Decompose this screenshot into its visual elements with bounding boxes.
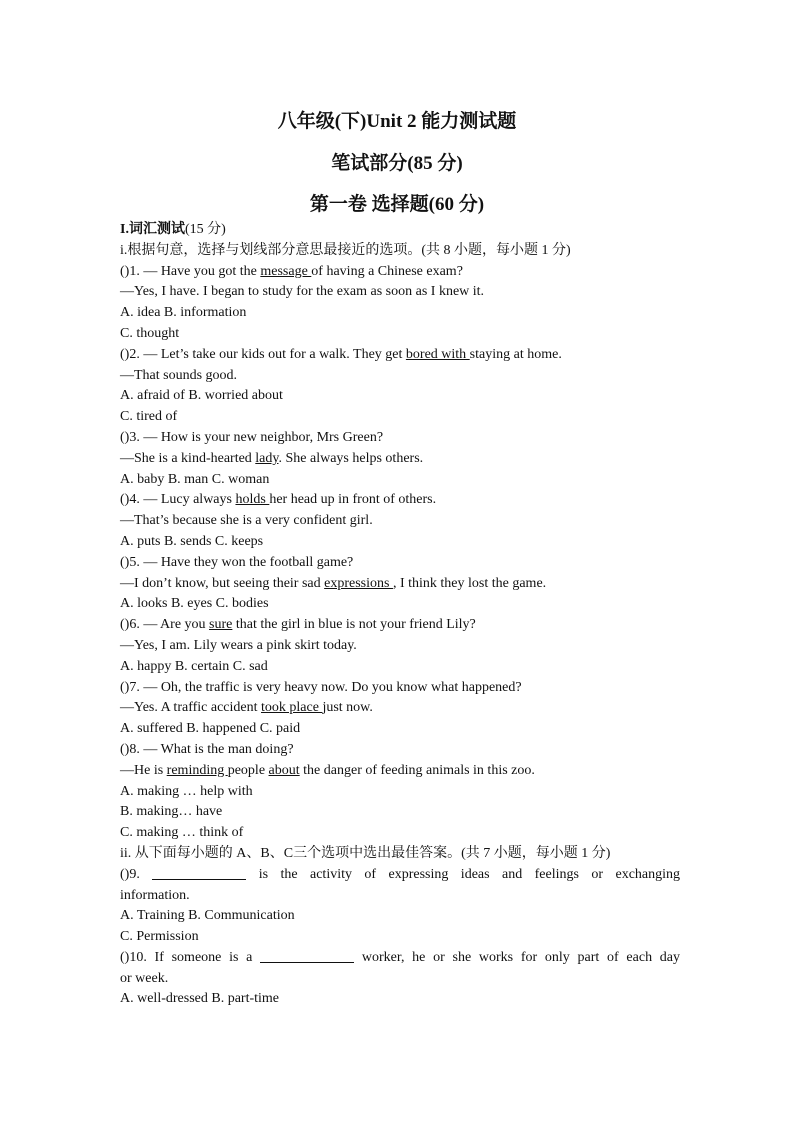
question-2-reply: —That sounds good. [120, 367, 238, 383]
instruction-i: i.根据句意，选择与划线部分意思最接近的选项。(共 8 小题，每小题 1 分) [120, 242, 571, 258]
question-3-options: A. baby B. man C. woman [120, 471, 270, 487]
question-9-options-ab: A. Training B. Communication [120, 908, 295, 924]
question-4: ()4. — Lucy always holds her head up in front of others. [120, 492, 437, 508]
question-3: ()3. — How is your new neighbor, Mrs Green? [120, 429, 384, 445]
question-8-option-c: C. making … think of [120, 825, 244, 841]
question-6-reply: —Yes, I am. Lily wears a pink skirt today. [120, 637, 357, 653]
question-10-options-ab: A. well-dressed B. part-time [120, 991, 280, 1007]
question-1: ()1. — Have you got the message of having a Chinese exam? [120, 263, 463, 279]
question-4-options: A. puts B. sends C. keeps [120, 533, 264, 549]
question-5-options: A. looks B. eyes C. bodies [120, 596, 269, 612]
question-6-options: A. happy B. certain C. sad [120, 658, 268, 674]
question-6: ()6. — Are you sure that the girl in blue is not your friend Lily? [120, 617, 476, 633]
document-title: 八年级(下)Unit 2 能力测试题 [277, 111, 517, 132]
question-9-continuation: information. [120, 887, 190, 903]
question-8-option-b: B. making… have [120, 804, 223, 820]
question-2: ()2. — Let’s take our kids out for a walk. They get bored with staying at home. [120, 346, 562, 362]
question-2-option-c: C. tired of [120, 409, 178, 425]
question-7-reply: —Yes. A traffic accident took place just now. [120, 700, 373, 716]
question-8-reply: —He is reminding people about the danger of feeding animals in this zoo. [120, 762, 535, 778]
question-2-options-ab: A. afraid of B. worried about [120, 388, 283, 404]
question-9: ()9. is the activity of expressing ideas and feelings or exchanging [120, 866, 680, 882]
question-1-reply: —Yes, I have. I began to study for the exam as soon as I knew it. [120, 284, 485, 300]
section-heading: I.词汇测试(15 分) [120, 222, 226, 237]
question-10: ()10. If someone is a worker, he or she works for only part of each day [120, 949, 680, 965]
question-9-option-c: C. Permission [120, 929, 199, 945]
question-1-options-ab: A. idea B. information [120, 305, 247, 321]
question-5-reply: —I don’t know, but seeing their sad expressions , I think they lost the game. [120, 575, 547, 591]
question-1-option-c: C. thought [120, 325, 180, 341]
answer-blank [152, 865, 246, 880]
question-10-continuation: or week. [120, 970, 169, 986]
question-4-reply: —That’s because she is a very confident girl. [120, 513, 373, 529]
question-8-option-a: A. making … help with [120, 783, 253, 799]
question-7: ()7. — Oh, the traffic is very heavy now. Do you know what happened? [120, 679, 522, 695]
question-body [120, 220, 680, 1010]
volume-title: 第一卷 选择题(60 分) [309, 194, 485, 215]
question-7-options: A. suffered B. happened C. paid [120, 721, 301, 737]
instruction-ii: ii. 从下面每小题的 A、B、C三个选项中选出最佳答案。(共 7 小题，每小题 1 分) [120, 845, 611, 861]
question-8: ()8. — What is the man doing? [120, 741, 294, 757]
answer-blank [260, 948, 354, 963]
question-3-reply: —She is a kind-hearted lady. She always helps others. [120, 450, 424, 466]
part-title: 笔试部分(85 分) [331, 153, 463, 174]
question-5: ()5. — Have they won the football game? [120, 554, 354, 570]
